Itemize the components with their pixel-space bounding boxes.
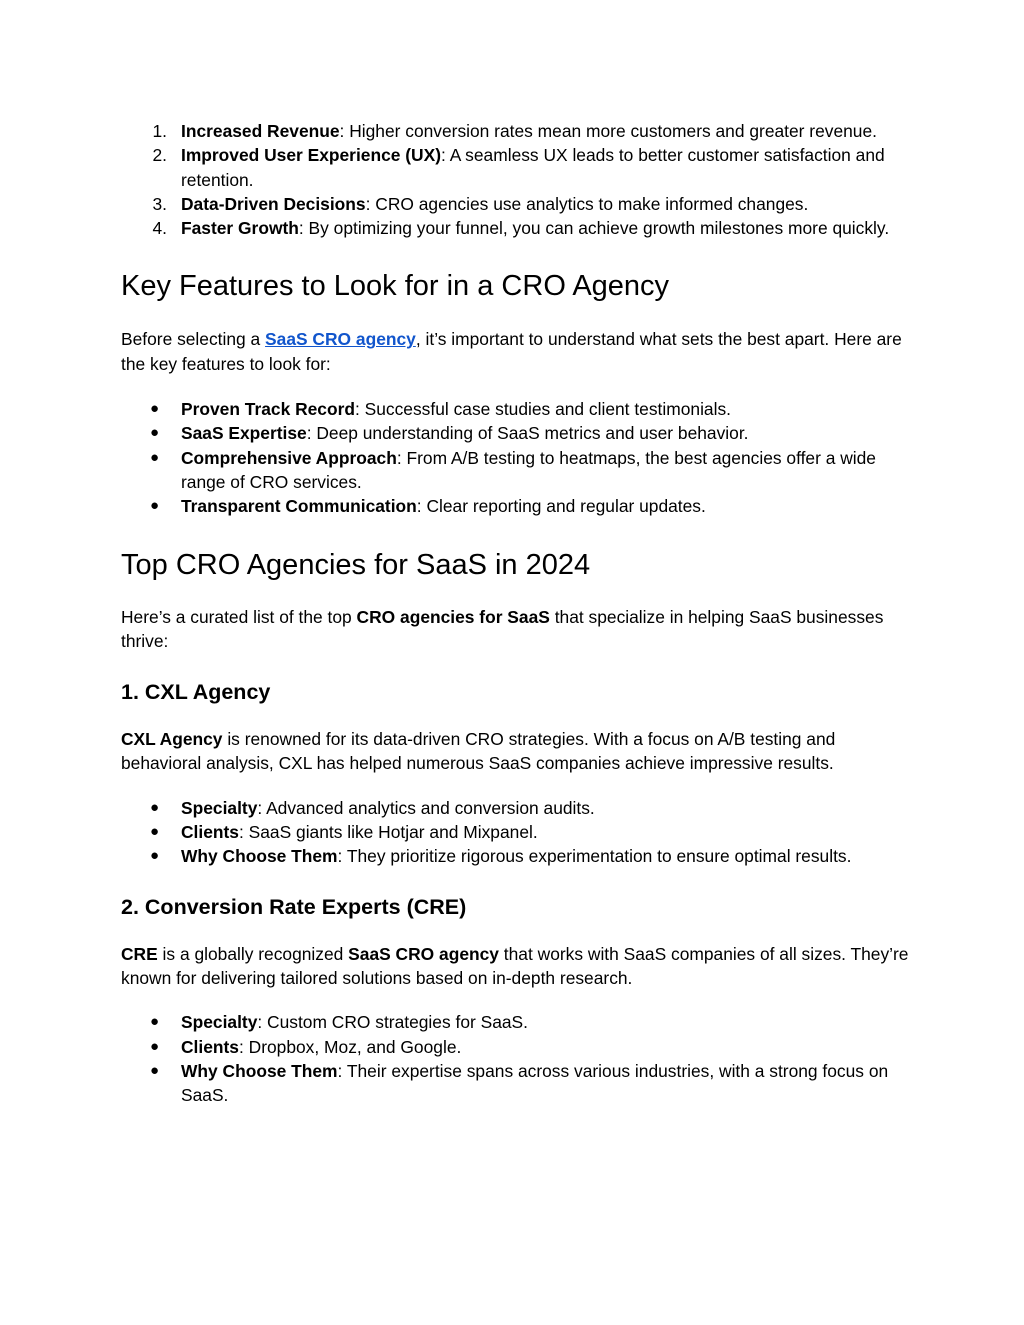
cre-details-list <box>121 1010 911 1107</box>
list-number: 4. <box>152 218 167 239</box>
top-agencies-intro <box>121 605 911 654</box>
list-item <box>121 192 911 216</box>
item-term: Clients <box>181 822 239 843</box>
item-desc: : By optimizing your funnel, you can achieve growth milestones more quickly. <box>298 218 890 239</box>
bullet-icon: ● <box>150 448 160 466</box>
section-heading-top-agencies: Top CRO Agencies for SaaS in 2024 <box>121 548 591 581</box>
bullet-icon: ● <box>150 1037 160 1055</box>
list-item <box>121 446 911 495</box>
item-desc: : Dropbox, Moz, and Google. <box>238 1036 462 1057</box>
item-term: Why Choose Them <box>181 1060 338 1081</box>
features-list <box>121 397 911 518</box>
item-desc: : They prioritize rigorous experimentation to ensure optimal results. <box>337 846 852 867</box>
intro-text: Before selecting a <box>121 329 266 350</box>
description-text: is renowned for its data-driven CRO strategies. With a focus on A/B testing and behavioral analysis, CXL has helped numerous SaaS companies achieve impressive results. <box>121 729 836 774</box>
list-item <box>121 421 911 445</box>
item-desc: : From A/B testing to heatmaps, the best agencies offer a wide range of CRO services. <box>181 447 876 492</box>
bullet-icon: ● <box>150 497 160 515</box>
list-item <box>121 143 911 192</box>
list-item <box>121 844 911 868</box>
list-item <box>121 119 911 143</box>
intro-bold: CRO agencies for SaaS <box>356 606 550 627</box>
item-term: Faster Growth <box>181 218 299 239</box>
list-item <box>121 820 911 844</box>
agency-name: CXL Agency <box>121 729 223 750</box>
bullet-icon: ● <box>150 1013 160 1031</box>
agency-heading-cxl: 1. CXL Agency <box>121 680 271 705</box>
intro-text: Here’s a curated list of the top <box>121 606 357 627</box>
item-term: Comprehensive Approach <box>181 447 397 468</box>
intro-text: that specialize in helping SaaS businesses thrive: <box>121 606 884 651</box>
list-number: 2. <box>152 145 167 166</box>
item-term: Specialty <box>181 1012 258 1033</box>
item-term: Specialty <box>181 797 258 818</box>
list-number: 3. <box>152 193 167 214</box>
item-desc: : Custom CRO strategies for SaaS. <box>257 1012 528 1033</box>
description-bold: SaaS CRO agency <box>348 943 499 964</box>
list-item <box>121 397 911 421</box>
agency-heading-cre: 2. Conversion Rate Experts (CRE) <box>121 894 467 919</box>
item-desc: : SaaS giants like Hotjar and Mixpanel. <box>238 822 538 843</box>
item-term: Proven Track Record <box>181 399 355 420</box>
item-term: Improved User Experience (UX) <box>181 145 441 166</box>
item-desc: : CRO agencies use analytics to make informed changes. <box>365 193 809 214</box>
bullet-icon: ● <box>150 1061 160 1079</box>
item-term: Transparent Communication <box>181 496 417 517</box>
item-desc: : Successful case studies and client testimonials. <box>354 399 731 420</box>
intro-text: , it’s important to understand what sets the best apart. Here are the key features to look for: <box>121 329 902 374</box>
item-term: Data-Driven Decisions <box>181 193 366 214</box>
item-term: Why Choose Them <box>181 846 338 867</box>
features-intro <box>121 327 911 376</box>
list-item <box>121 1059 911 1108</box>
agency-description-cxl <box>121 727 911 776</box>
list-item <box>121 1035 911 1059</box>
description-text: that works with SaaS companies of all sizes. They’re known for delivering tailored solutions based on in-depth research. <box>121 943 909 988</box>
saas-cro-agency-link[interactable]: SaaS CRO agency <box>265 329 416 350</box>
list-item <box>121 796 911 820</box>
item-desc: : A seamless UX leads to better customer satisfaction and retention. <box>181 145 885 190</box>
item-term: Increased Revenue <box>181 121 340 141</box>
document-page <box>121 119 911 1107</box>
item-desc: : Higher conversion rates mean more customers and greater revenue. <box>339 121 877 141</box>
section-heading-features: Key Features to Look for in a CRO Agency <box>121 270 670 303</box>
item-desc: : Deep understanding of SaaS metrics and user behavior. <box>306 423 749 444</box>
bullet-icon: ● <box>150 798 160 816</box>
list-item <box>121 494 911 518</box>
list-item <box>121 1010 911 1034</box>
agency-description-cre <box>121 942 911 991</box>
item-term: SaaS Expertise <box>181 423 307 444</box>
cxl-details-list <box>121 796 911 869</box>
item-desc: : Advanced analytics and conversion audits. <box>257 797 595 818</box>
list-item <box>121 216 911 240</box>
agency-name: CRE <box>121 943 158 964</box>
bullet-icon: ● <box>150 400 160 418</box>
item-desc: : Clear reporting and regular updates. <box>416 496 706 517</box>
bullet-icon: ● <box>150 847 160 865</box>
item-term: Clients <box>181 1036 239 1057</box>
description-text: is a globally recognized <box>157 943 349 964</box>
list-number: 1. <box>152 121 167 141</box>
bullet-icon: ● <box>150 823 160 841</box>
bullet-icon: ● <box>150 424 160 442</box>
item-desc: : Their expertise spans across various industries, with a strong focus on SaaS. <box>181 1060 889 1106</box>
benefits-list <box>121 119 911 240</box>
